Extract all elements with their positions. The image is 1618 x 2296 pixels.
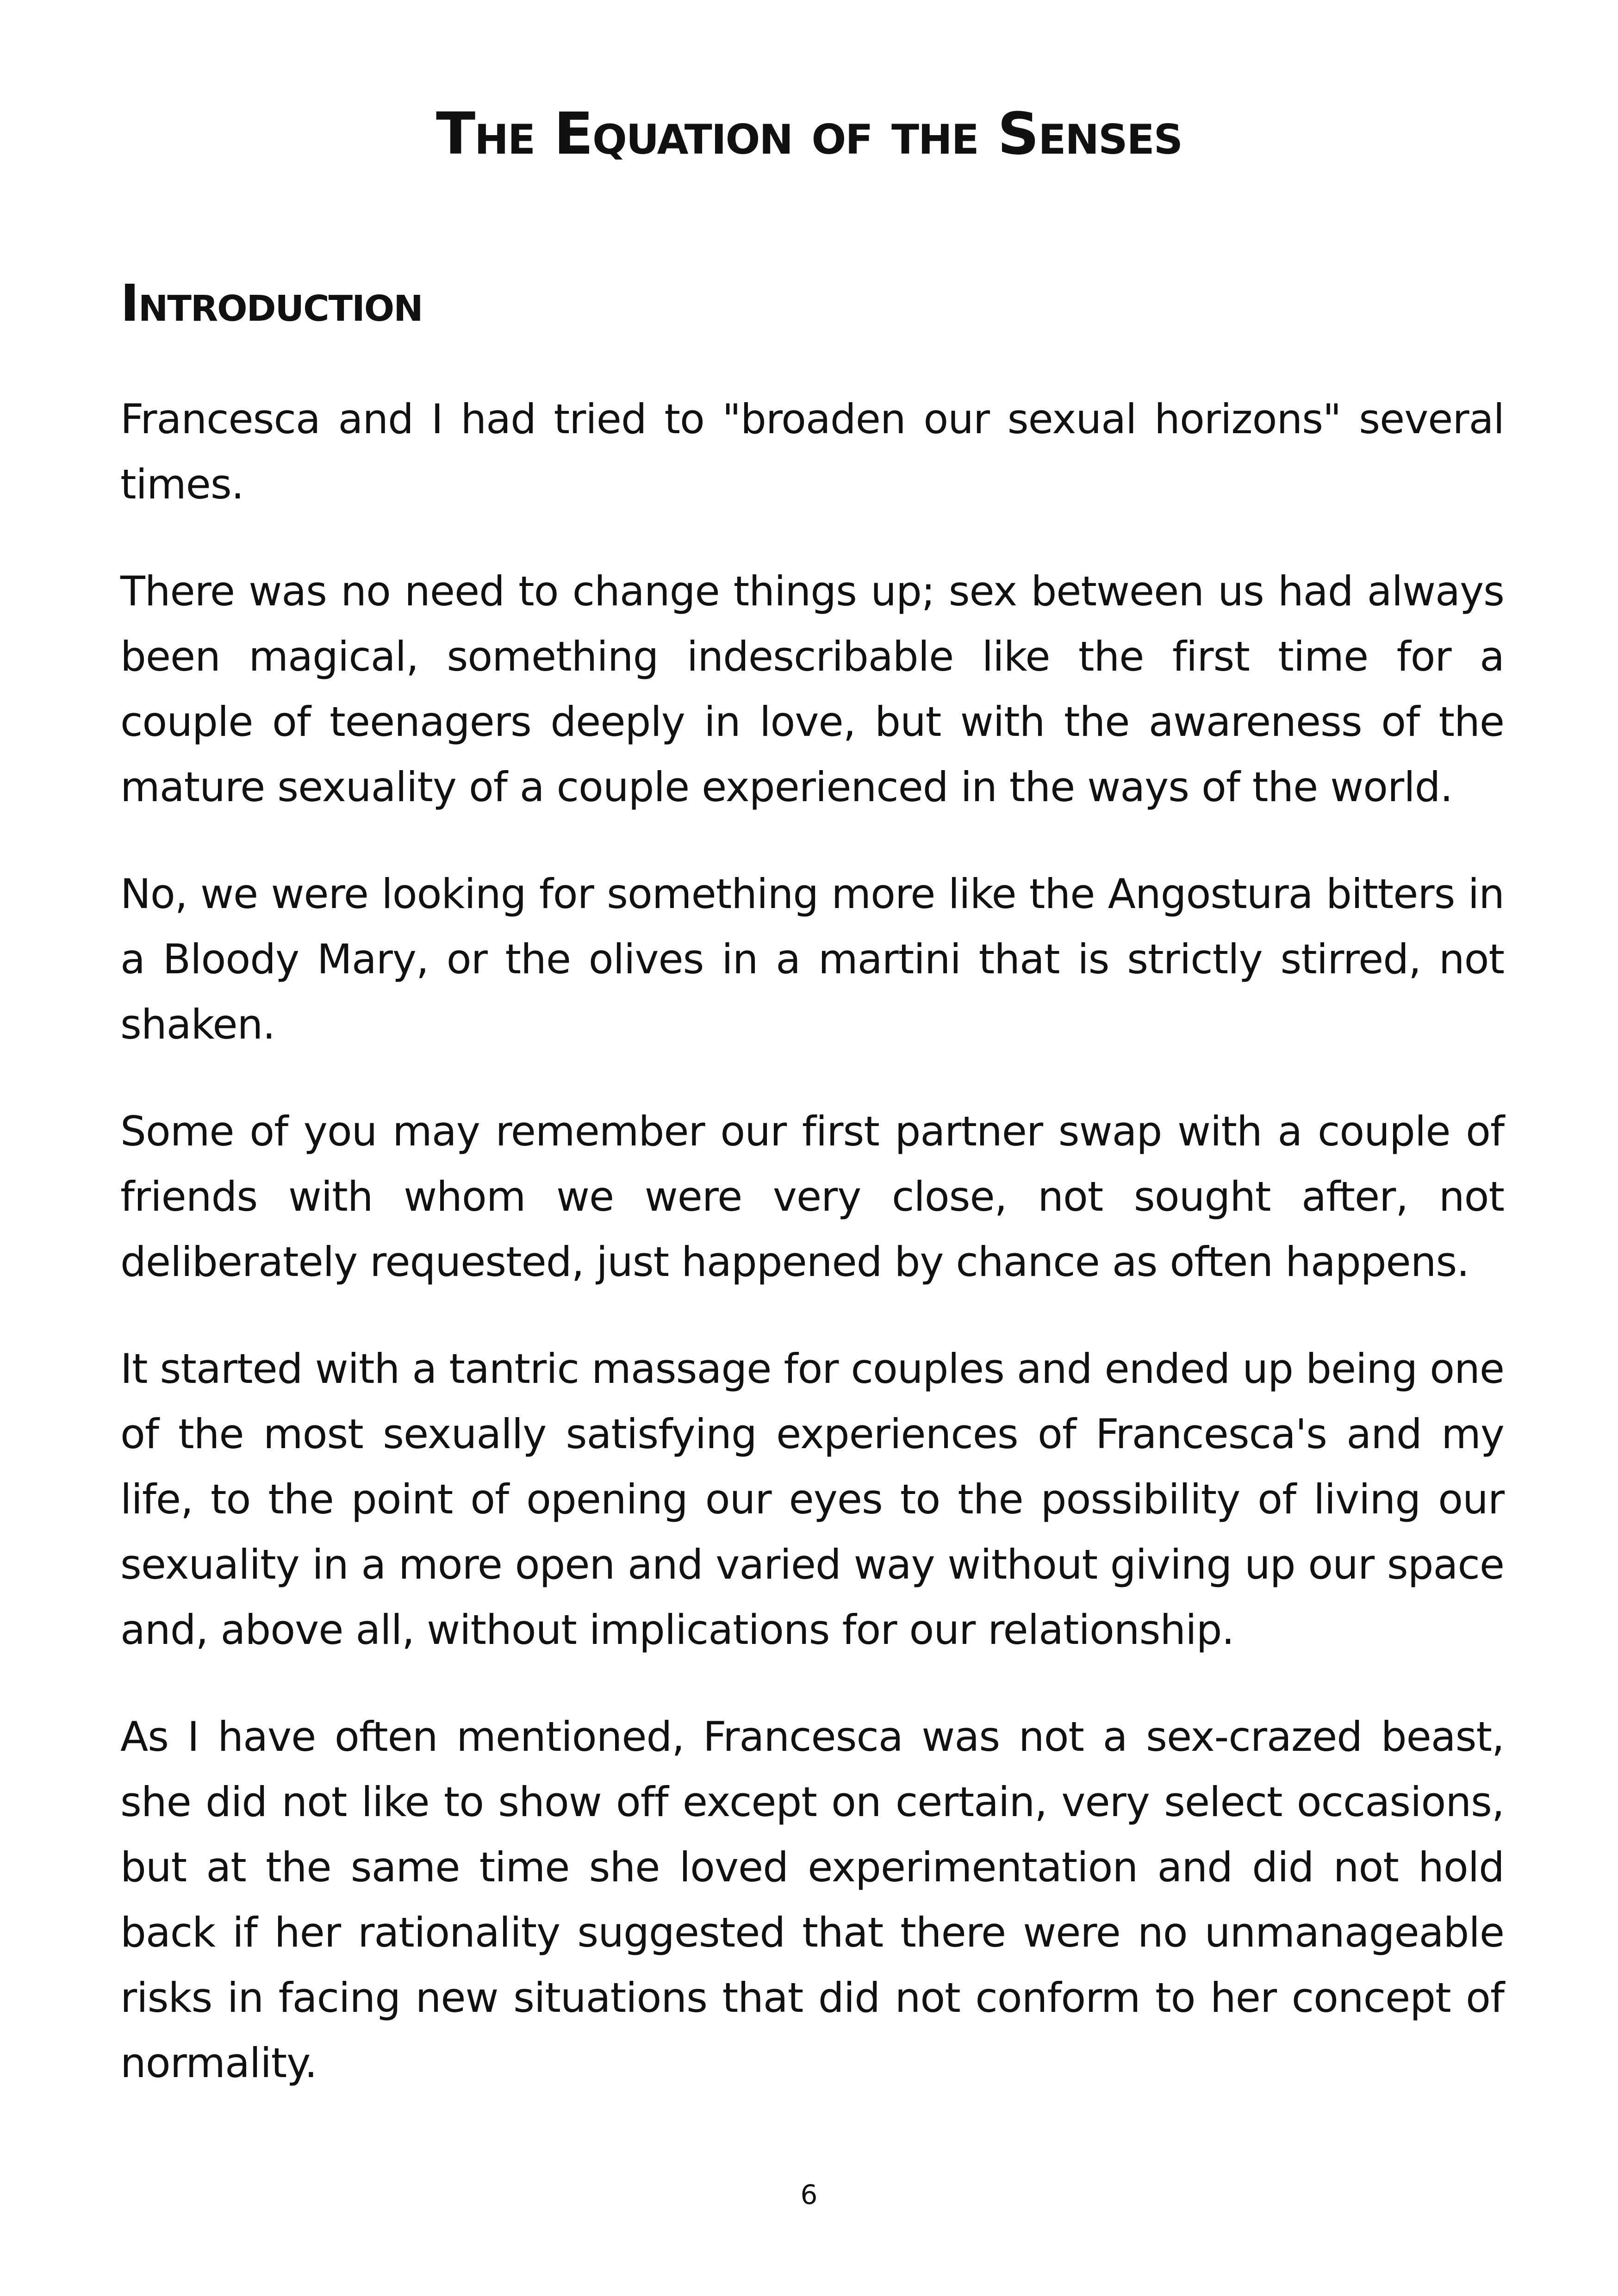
body-text [120,386,1504,2137]
paragraph: There was no need to change things up; sex between us had always been magical, something indescribable like the first time for a couple of teenagers deeply in love, but with the awareness of the mature sexuality of a couple experienced in the ways of the world. [120,567,1504,811]
page-title: The Equation of the Senses [436,100,1182,168]
paragraph: No, we were looking for something more like the Angostura bitters in a Bloody Mary, or the olives in a martini that is strictly stirred, not shaken. [120,870,1504,1048]
paragraph: Some of you may remember our first partner swap with a couple of friends with whom we were very close, not sought after, not deliberately requested, just happened by chance as often happens. [120,1108,1504,1286]
page-number: 6 [800,2179,818,2210]
paragraph: Francesca and I had tried to "broaden our sexual horizons" several times. [120,395,1504,508]
paragraph: It started with a tantric massage for couples and ended up being one of the most sexually satisfying experiences of Francesca's and my life, to the point of opening our eyes to the possibility of living our sexuality in a more open and varied way without giving up our space and, above all, without implications for our relationship. [120,1345,1504,1654]
section-heading: Introduction [120,274,423,333]
paragraph: As I have often mentioned, Francesca was not a sex-crazed beast, she did not like to show off except on certain, very select occasions, but at the same time she loved experimentation and did not hold back if her rationality suggested that there were no unmanageable risks in facing new situations that did not conform to her concept of normality. [120,1713,1504,2087]
